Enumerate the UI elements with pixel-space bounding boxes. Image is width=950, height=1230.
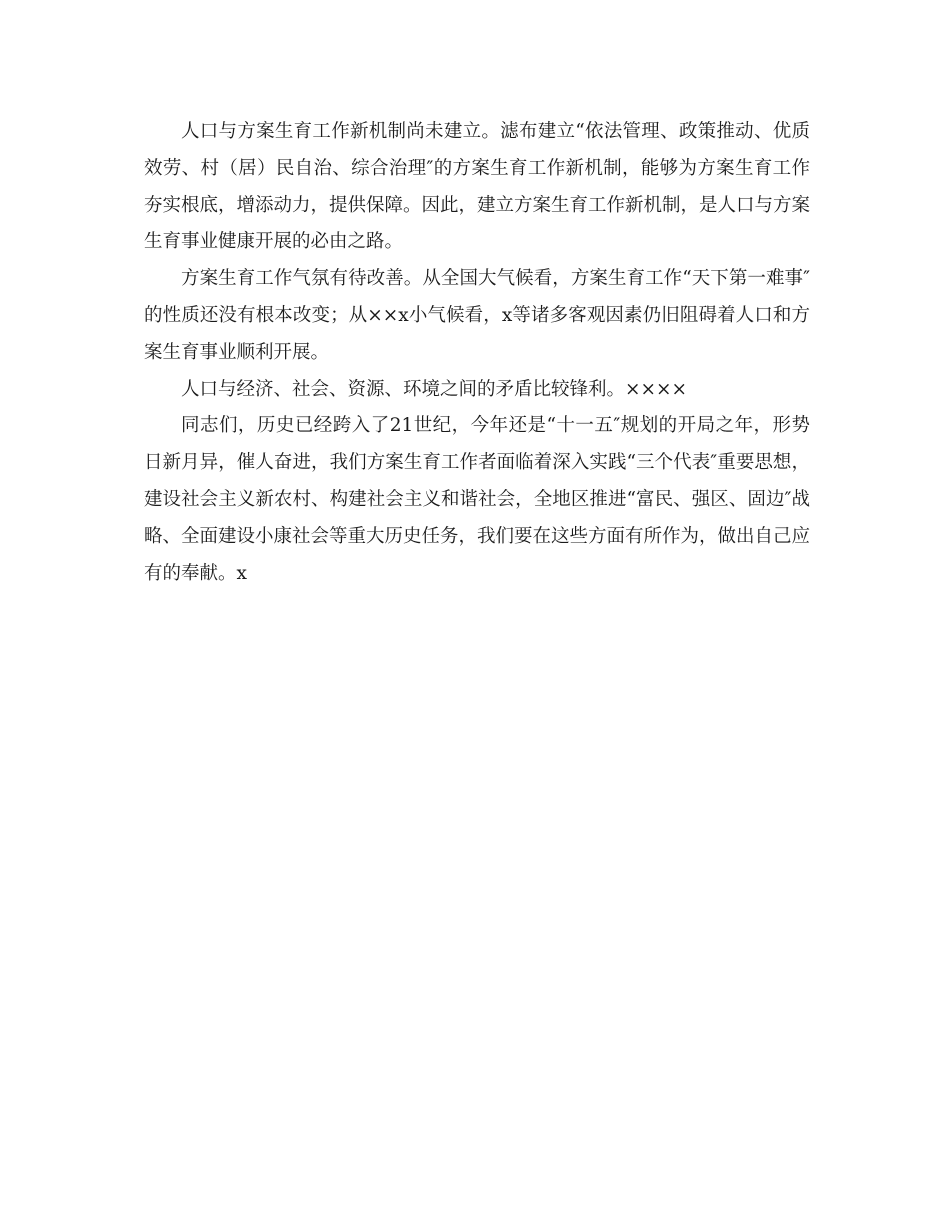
paragraph-population-contradictions: 人口与经济、社会、资源、环境之间的矛盾比较锋利。××××	[181, 378, 688, 400]
paragraph-new-mechanism: 人口与方案生育工作新机制尚未建立。滤布建立“依法管理、政策推动、优质效劳、村（居）民自治、综合治理″的方案生育工作新机制，能够为方案生育工作夯实根底，增添动力，提供保障。因此，建立方案生育工作新机制，是人口与方案生育事业健康开展的必由之路。	[144, 121, 811, 253]
paragraph-work-atmosphere: 方案生育工作气氛有待改善。从全国大气候看，方案生育工作“天下第一难事″的性质还没有根本改变；从××x小气候看，x等诸多客观因素仍旧阻碍着人口和方案生育事业顺利开展。	[144, 268, 810, 363]
document-body	[144, 114, 810, 592]
paragraph-comrades: 同志们，历史已经跨入了21世纪，今年还是“十一五″规划的开局之年，形势日新月异，催人奋进，我们方案生育工作者面临着深入实践“三个代表″重要思想，建设社会主义新农村、构建社会主义和谐社会，全地区推进“富民、强区、固边″战略、全面建设小康社会等重大历史任务，我们要在这些方面有所作为，做出自己应有的奉献。x	[144, 415, 811, 584]
